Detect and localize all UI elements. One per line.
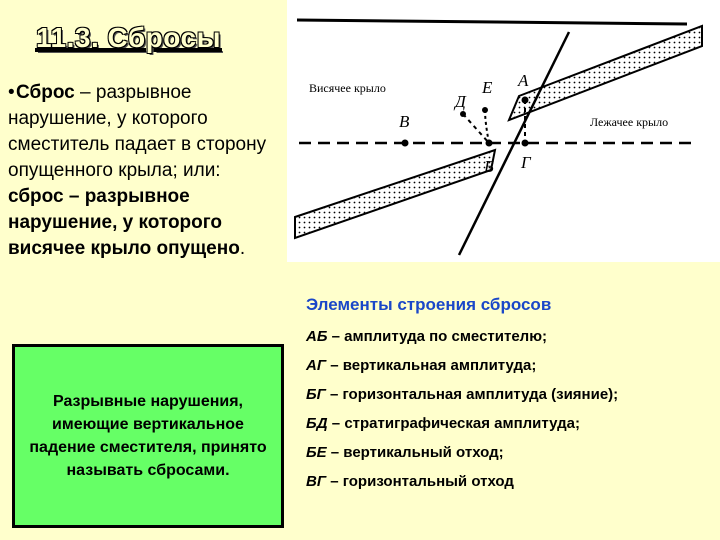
element-code: АГ (306, 357, 327, 374)
element-desc: – горизонтальный отход (326, 473, 514, 490)
hanging-wall-bed (295, 150, 495, 238)
element-code: БЕ (306, 444, 327, 461)
element-desc: – горизонтальная амплитуда (зияние); (325, 386, 619, 403)
list-item (306, 322, 716, 351)
point-b-marker (486, 140, 493, 147)
point-e-marker (482, 107, 488, 113)
ground-surface-line (297, 20, 687, 24)
fault-diagram-svg (287, 0, 720, 262)
fault-definition (8, 80, 276, 262)
point-v-marker (402, 140, 409, 147)
element-code: ВГ (306, 473, 327, 490)
definition-term: Сброс (16, 82, 75, 103)
point-e-label: Е (482, 78, 493, 97)
elements-heading: Элементы строения сбросов (306, 295, 552, 314)
bullet: • (8, 82, 15, 103)
point-g-marker (522, 140, 529, 147)
slide-title: 11.3. Сбросы (36, 22, 221, 53)
point-v-label: В (399, 112, 410, 131)
definition-text: – разрывное нарушение, у которого сместитель падает в сторону опущенного крыла; или: (8, 82, 267, 181)
note-box (12, 344, 284, 528)
element-desc: – вертикальный отход; (326, 444, 504, 461)
list-item (306, 380, 716, 409)
list-item (306, 438, 716, 467)
point-d-marker (460, 111, 466, 117)
footwall-bed (509, 26, 702, 120)
element-desc: – вертикальная амплитуда; (326, 357, 537, 374)
footwall-label: Лежачее крыло (590, 115, 669, 129)
point-g-label: Г (521, 153, 531, 172)
point-d-label: Д (455, 92, 466, 111)
fault-elements-list (306, 290, 716, 496)
hanging-wall-label: Висячее крыло (309, 81, 386, 95)
element-desc: – стратиграфическая амплитуда; (327, 415, 580, 432)
note-text: Разрывные нарушения, имеющие вертикальное падение сместителя, принято называть сбросами. (29, 393, 267, 479)
definition-end: . (239, 238, 246, 259)
definition-bold-text: сброс – разрывное нарушение, у которого висячее крыло опущено (8, 186, 240, 259)
point-a-marker (522, 97, 529, 104)
list-item (306, 351, 716, 380)
point-b-label: Б (484, 157, 495, 176)
element-code: БД (306, 415, 328, 432)
element-code: БГ (306, 386, 326, 403)
point-a-label: А (518, 71, 529, 90)
list-item (306, 409, 716, 438)
element-desc: – амплитуда по сместителю; (327, 328, 548, 345)
element-code: АБ (306, 328, 328, 345)
list-item (306, 467, 716, 496)
fault-diagram (287, 0, 720, 262)
